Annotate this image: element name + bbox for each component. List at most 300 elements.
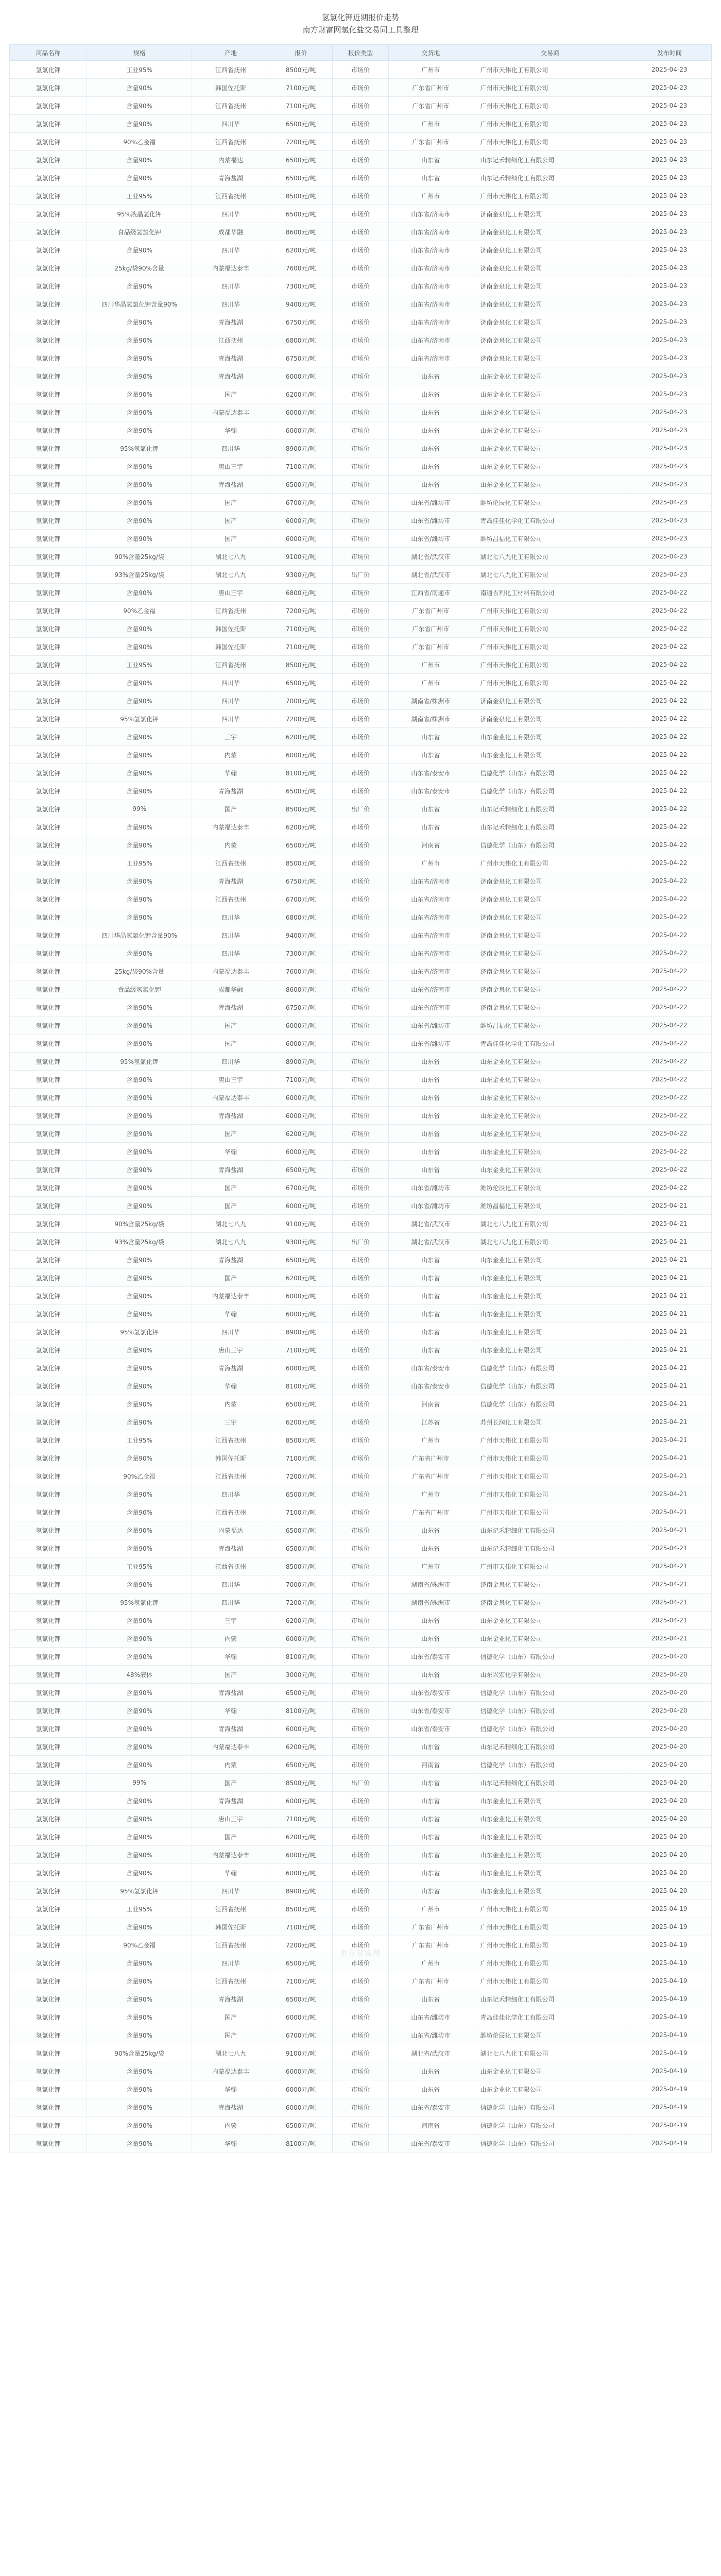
cell-spec: 90%乙金福 (87, 602, 192, 620)
cell-trader[interactable]: 山东金业化工有限公司 (473, 1828, 627, 1846)
cell-product: 氢氯化钾 (10, 1503, 87, 1521)
cell-trader[interactable]: 山东金业化工有限公司 (473, 1287, 627, 1305)
cell-delivery: 山东省/潍坊市 (388, 2026, 473, 2044)
cell-price: 6500元/吨 (269, 205, 333, 223)
cell-trader[interactable]: 山东金业化工有限公司 (473, 1269, 627, 1287)
cell-origin: 青海盐湖 (192, 2098, 269, 2116)
cell-trader[interactable]: 青岛佳佳化学化工有限公司 (473, 1035, 627, 1053)
cell-price-type: 市场价 (332, 1413, 388, 1431)
table-row (10, 331, 712, 349)
cell-price: 7000元/吨 (269, 1575, 333, 1594)
cell-date: 2025-04-22 (627, 1161, 712, 1179)
cell-price: 6800元/吨 (269, 908, 333, 926)
cell-price: 6500元/吨 (269, 476, 333, 494)
cell-trader[interactable]: 山东金业化工有限公司 (473, 1161, 627, 1179)
cell-spec: 工业95% (87, 1900, 192, 1918)
cell-trader[interactable]: 苏州长润化工有限公司 (473, 1413, 627, 1431)
cell-trader[interactable]: 山东记禾精细化工有限公司 (473, 800, 627, 818)
cell-trader[interactable]: 潍坊昌福化工有限公司 (473, 1197, 627, 1215)
cell-price: 6000元/吨 (269, 1143, 333, 1161)
cell-trader[interactable]: 南通吉利化工材料有限公司 (473, 584, 627, 602)
cell-trader[interactable]: 济南金泉化工有限公司 (473, 313, 627, 331)
cell-trader[interactable]: 广州市天伟化工有限公司 (473, 1972, 627, 1990)
cell-origin: 华翰 (192, 1305, 269, 1323)
cell-price: 7200元/吨 (269, 133, 333, 151)
cell-trader[interactable]: 山东记禾精细化工有限公司 (473, 151, 627, 169)
cell-product: 氢氯化钾 (10, 2044, 87, 2062)
cell-trader[interactable]: 山东金业化工有限公司 (473, 1251, 627, 1269)
cell-product: 氢氯化钾 (10, 1990, 87, 2008)
cell-date: 2025-04-23 (627, 403, 712, 421)
cell-trader[interactable]: 湖北七八九化工有限公司 (473, 1215, 627, 1233)
cell-trader[interactable]: 信德化学（山东）有限公司 (473, 1377, 627, 1395)
title-block (9, 11, 712, 36)
column-header: 产地 (192, 45, 269, 61)
cell-product: 氢氯化钾 (10, 800, 87, 818)
cell-spec: 含量90% (87, 2134, 192, 2153)
cell-delivery: 山东省/潍坊市 (388, 2008, 473, 2026)
cell-trader[interactable]: 潍坊伦辰化工有限公司 (473, 1179, 627, 1197)
cell-date: 2025-04-22 (627, 746, 712, 764)
cell-price: 6200元/吨 (269, 385, 333, 403)
cell-product: 氢氯化钾 (10, 656, 87, 674)
cell-trader[interactable]: 信德化学（山东）有限公司 (473, 1395, 627, 1413)
table-row (10, 1720, 712, 1738)
cell-product: 氢氯化钾 (10, 367, 87, 385)
cell-trader[interactable]: 山东金业化工有限公司 (473, 1107, 627, 1125)
cell-spec: 含量90% (87, 1575, 192, 1594)
cell-price-type: 市场价 (332, 403, 388, 421)
cell-price-type: 市场价 (332, 1738, 388, 1756)
cell-trader[interactable]: 湖北七八九化工有限公司 (473, 1233, 627, 1251)
cell-origin: 青海盐湖 (192, 313, 269, 331)
cell-trader[interactable]: 济南金泉化工有限公司 (473, 962, 627, 980)
cell-product: 氢氯化钾 (10, 1467, 87, 1485)
cell-spec: 含量90% (87, 2008, 192, 2026)
cell-trader[interactable]: 济南金泉化工有限公司 (473, 331, 627, 349)
cell-trader[interactable]: 信德化学（山东）有限公司 (473, 764, 627, 782)
cell-trader[interactable]: 山东金业化工有限公司 (473, 476, 627, 494)
cell-trader[interactable]: 广州市天伟化工有限公司 (473, 1485, 627, 1503)
cell-delivery: 山东省 (388, 1125, 473, 1143)
cell-trader[interactable]: 广州市天伟化工有限公司 (473, 115, 627, 133)
cell-product: 氢氯化钾 (10, 1269, 87, 1287)
cell-product: 氢氯化钾 (10, 349, 87, 367)
cell-date: 2025-04-19 (627, 2044, 712, 2062)
cell-product: 氢氯化钾 (10, 494, 87, 512)
cell-trader[interactable]: 济南金泉化工有限公司 (473, 223, 627, 241)
cell-date: 2025-04-21 (627, 1594, 712, 1612)
cell-trader[interactable]: 济南金泉化工有限公司 (473, 1594, 627, 1612)
cell-trader[interactable]: 山东金业化工有限公司 (473, 1143, 627, 1161)
cell-origin: 韩国佐托斯 (192, 638, 269, 656)
cell-trader[interactable]: 信德化学（山东）有限公司 (473, 2098, 627, 2116)
cell-product: 氢氯化钾 (10, 2008, 87, 2026)
cell-trader[interactable]: 广州市天伟化工有限公司 (473, 854, 627, 872)
cell-delivery: 山东省 (388, 1287, 473, 1305)
cell-price-type: 市场价 (332, 61, 388, 79)
cell-spec: 含量90% (87, 151, 192, 169)
cell-origin: 四川华 (192, 295, 269, 313)
cell-origin: 内蒙 (192, 1630, 269, 1648)
cell-trader[interactable]: 山东金业化工有限公司 (473, 1053, 627, 1071)
cell-price-type: 市场价 (332, 1954, 388, 1972)
table-row (10, 2098, 712, 2116)
cell-origin: 四川华 (192, 205, 269, 223)
table-row (10, 1702, 712, 1720)
cell-origin: 青海盐湖 (192, 476, 269, 494)
cell-trader[interactable]: 济南金泉化工有限公司 (473, 980, 627, 998)
cell-trader[interactable]: 广州市天伟化工有限公司 (473, 79, 627, 97)
cell-trader[interactable]: 湖北七八九化工有限公司 (473, 566, 627, 584)
cell-trader[interactable]: 广州市天伟化工有限公司 (473, 1936, 627, 1954)
cell-price-type: 市场价 (332, 277, 388, 295)
cell-trader[interactable]: 济南金泉化工有限公司 (473, 692, 627, 710)
cell-trader[interactable]: 济南金泉化工有限公司 (473, 241, 627, 259)
cell-spec: 含量90% (87, 385, 192, 403)
cell-trader[interactable]: 济南金泉化工有限公司 (473, 944, 627, 962)
cell-price-type: 市场价 (332, 1215, 388, 1233)
cell-price-type: 市场价 (332, 728, 388, 746)
cell-delivery: 山东省/泰安市 (388, 1359, 473, 1377)
cell-trader[interactable]: 山东金业化工有限公司 (473, 1630, 627, 1648)
cell-trader[interactable]: 广州市天伟化工有限公司 (473, 1503, 627, 1521)
cell-delivery: 山东省/济南市 (388, 926, 473, 944)
cell-trader[interactable]: 济南金泉化工有限公司 (473, 908, 627, 926)
cell-product: 氢氯化钾 (10, 872, 87, 890)
cell-spec: 含量90% (87, 367, 192, 385)
cell-product: 氢氯化钾 (10, 1720, 87, 1738)
cell-trader[interactable]: 山东金业化工有限公司 (473, 1846, 627, 1864)
cell-trader[interactable]: 信德化学（山东）有限公司 (473, 2134, 627, 2153)
cell-price: 8900元/吨 (269, 439, 333, 457)
cell-price-type: 市场价 (332, 998, 388, 1016)
cell-price: 6500元/吨 (269, 1684, 333, 1702)
cell-origin: 青海盐湖 (192, 349, 269, 367)
cell-origin: 江西省抚州 (192, 854, 269, 872)
cell-trader[interactable]: 山东金业化工有限公司 (473, 421, 627, 439)
cell-product: 氢氯化钾 (10, 1197, 87, 1215)
cell-price-type: 市场价 (332, 1305, 388, 1323)
cell-price-type: 市场价 (332, 1882, 388, 1900)
cell-price-type: 市场价 (332, 1972, 388, 1990)
cell-product: 氢氯化钾 (10, 151, 87, 169)
cell-spec: 含量90% (87, 1828, 192, 1846)
cell-price-type: 市场价 (332, 1900, 388, 1918)
cell-price-type: 市场价 (332, 457, 388, 476)
cell-spec: 含量90% (87, 2062, 192, 2080)
cell-trader[interactable]: 山东金业化工有限公司 (473, 2080, 627, 2098)
cell-price-type: 市场价 (332, 1269, 388, 1287)
cell-trader[interactable]: 山东金业化工有限公司 (473, 1341, 627, 1359)
cell-trader[interactable]: 信德化学（山东）有限公司 (473, 1720, 627, 1738)
table-row (10, 1900, 712, 1918)
cell-origin: 华翰 (192, 1702, 269, 1720)
cell-price: 8500元/吨 (269, 61, 333, 79)
cell-delivery: 山东省 (388, 1107, 473, 1125)
cell-trader[interactable]: 山东金业化工有限公司 (473, 728, 627, 746)
table-row (10, 1503, 712, 1521)
cell-delivery: 山东省/济南市 (388, 295, 473, 313)
cell-price: 6750元/吨 (269, 998, 333, 1016)
cell-trader[interactable]: 山东金业化工有限公司 (473, 1882, 627, 1900)
table-row (10, 385, 712, 403)
cell-trader[interactable]: 济南金泉化工有限公司 (473, 295, 627, 313)
cell-product: 氢氯化钾 (10, 1071, 87, 1089)
cell-origin: 青海盐湖 (192, 1720, 269, 1738)
cell-date: 2025-04-22 (627, 1071, 712, 1089)
cell-product: 氢氯化钾 (10, 1972, 87, 1990)
cell-trader[interactable]: 广州市天伟化工有限公司 (473, 1449, 627, 1467)
cell-price-type: 出厂价 (332, 1774, 388, 1792)
cell-trader[interactable]: 信德化学（山东）有限公司 (473, 836, 627, 854)
cell-trader[interactable]: 潍坊伦辰化工有限公司 (473, 494, 627, 512)
cell-origin: 华翰 (192, 764, 269, 782)
table-row (10, 1738, 712, 1756)
cell-trader[interactable]: 广州市天伟化工有限公司 (473, 61, 627, 79)
cell-trader[interactable]: 山东金业化工有限公司 (473, 1864, 627, 1882)
table-row (10, 638, 712, 656)
cell-trader[interactable]: 青岛佳佳化学化工有限公司 (473, 2008, 627, 2026)
cell-trader[interactable]: 广州市天伟化工有限公司 (473, 1431, 627, 1449)
cell-trader[interactable]: 济南金泉化工有限公司 (473, 998, 627, 1016)
cell-price: 6200元/吨 (269, 1828, 333, 1846)
cell-trader[interactable]: 济南金泉化工有限公司 (473, 710, 627, 728)
cell-trader[interactable]: 广州市天伟化工有限公司 (473, 674, 627, 692)
cell-date: 2025-04-21 (627, 1359, 712, 1377)
table-row (10, 944, 712, 962)
cell-trader[interactable]: 湖北七八九化工有限公司 (473, 548, 627, 566)
cell-spec: 含量90% (87, 1792, 192, 1810)
cell-trader[interactable]: 湖北七八九化工有限公司 (473, 2044, 627, 2062)
cell-trader[interactable]: 山东金业化工有限公司 (473, 1323, 627, 1341)
cell-trader[interactable]: 山东金业化工有限公司 (473, 1612, 627, 1630)
cell-price-type: 市场价 (332, 512, 388, 530)
cell-price: 7100元/吨 (269, 1341, 333, 1359)
cell-spec: 含量90% (87, 1738, 192, 1756)
cell-trader[interactable]: 山东记禾精细化工有限公司 (473, 1774, 627, 1792)
cell-trader[interactable]: 济南金泉化工有限公司 (473, 205, 627, 223)
cell-origin: 四川华 (192, 710, 269, 728)
cell-spec: 90%乙金福 (87, 133, 192, 151)
cell-date: 2025-04-22 (627, 620, 712, 638)
cell-trader[interactable]: 广州市天伟化工有限公司 (473, 638, 627, 656)
cell-delivery: 山东省/潍坊市 (388, 1016, 473, 1035)
cell-trader[interactable]: 山东金业化工有限公司 (473, 403, 627, 421)
cell-origin: 四川华 (192, 944, 269, 962)
cell-date: 2025-04-22 (627, 1016, 712, 1035)
cell-product: 氢氯化钾 (10, 1161, 87, 1179)
table-row (10, 1521, 712, 1539)
cell-price: 6700元/吨 (269, 2026, 333, 2044)
table-row (10, 1539, 712, 1557)
cell-origin: 内蒙 (192, 836, 269, 854)
cell-product: 氢氯化钾 (10, 890, 87, 908)
cell-date: 2025-04-22 (627, 818, 712, 836)
cell-trader[interactable]: 广州市天伟化工有限公司 (473, 1954, 627, 1972)
cell-origin: 江西省抚州 (192, 890, 269, 908)
cell-price: 8500元/吨 (269, 800, 333, 818)
cell-origin: 内蒙 (192, 2116, 269, 2134)
cell-origin: 内蒙 (192, 746, 269, 764)
cell-price: 6000元/吨 (269, 1846, 333, 1864)
cell-date: 2025-04-22 (627, 908, 712, 926)
cell-delivery: 山东省/潍坊市 (388, 494, 473, 512)
cell-price: 6000元/吨 (269, 1305, 333, 1323)
cell-product: 氢氯化钾 (10, 638, 87, 656)
cell-trader[interactable]: 山东金业化工有限公司 (473, 2062, 627, 2080)
cell-trader[interactable]: 广州市天伟化工有限公司 (473, 97, 627, 115)
cell-trader[interactable]: 潍坊昌福化工有限公司 (473, 530, 627, 548)
table-row (10, 1323, 712, 1341)
cell-date: 2025-04-21 (627, 1575, 712, 1594)
cell-date: 2025-04-19 (627, 1900, 712, 1918)
cell-origin: 湖北七八九 (192, 548, 269, 566)
cell-price-type: 市场价 (332, 1107, 388, 1125)
cell-price: 7300元/吨 (269, 277, 333, 295)
cell-price: 7100元/吨 (269, 79, 333, 97)
cell-price: 6000元/吨 (269, 1630, 333, 1648)
cell-origin: 三宇 (192, 1612, 269, 1630)
cell-trader[interactable]: 广州市天伟化工有限公司 (473, 656, 627, 674)
cell-trader[interactable]: 青岛佳佳化学化工有限公司 (473, 512, 627, 530)
table-row (10, 223, 712, 241)
cell-trader[interactable]: 山东金业化工有限公司 (473, 1305, 627, 1323)
cell-trader[interactable]: 山东兴宏化学有限公司 (473, 1666, 627, 1684)
cell-date: 2025-04-19 (627, 1954, 712, 1972)
cell-delivery: 山东省/泰安市 (388, 1684, 473, 1702)
cell-price-type: 市场价 (332, 1089, 388, 1107)
cell-date: 2025-04-22 (627, 692, 712, 710)
cell-trader[interactable]: 山东金业化工有限公司 (473, 367, 627, 385)
cell-date: 2025-04-20 (627, 1846, 712, 1864)
cell-product: 氢氯化钾 (10, 710, 87, 728)
cell-product: 氢氯化钾 (10, 476, 87, 494)
cell-trader[interactable]: 信德化学（山东）有限公司 (473, 782, 627, 800)
cell-trader[interactable]: 山东金业化工有限公司 (473, 439, 627, 457)
table-row (10, 1828, 712, 1846)
cell-price: 8500元/吨 (269, 656, 333, 674)
cell-trader[interactable]: 山东金业化工有限公司 (473, 1810, 627, 1828)
cell-price: 8100元/吨 (269, 764, 333, 782)
cell-trader[interactable]: 山东金业化工有限公司 (473, 1071, 627, 1089)
cell-delivery: 湖北省/武汉市 (388, 566, 473, 584)
cell-date: 2025-04-21 (627, 1630, 712, 1648)
cell-product: 氢氯化钾 (10, 1323, 87, 1341)
cell-trader[interactable]: 广州市天伟化工有限公司 (473, 620, 627, 638)
cell-trader[interactable]: 济南金泉化工有限公司 (473, 890, 627, 908)
cell-trader[interactable]: 广州市天伟化工有限公司 (473, 1900, 627, 1918)
cell-trader[interactable]: 济南金泉化工有限公司 (473, 277, 627, 295)
cell-delivery: 河南省 (388, 836, 473, 854)
cell-delivery: 山东省 (388, 476, 473, 494)
cell-trader[interactable]: 山东金业化工有限公司 (473, 457, 627, 476)
cell-date: 2025-04-23 (627, 259, 712, 277)
cell-origin: 青海盐湖 (192, 1107, 269, 1125)
cell-trader[interactable]: 山东金业化工有限公司 (473, 1125, 627, 1143)
cell-trader[interactable]: 广州市天伟化工有限公司 (473, 1918, 627, 1936)
cell-trader[interactable]: 济南金泉化工有限公司 (473, 259, 627, 277)
cell-trader[interactable]: 山东金业化工有限公司 (473, 385, 627, 403)
cell-product: 氢氯化钾 (10, 548, 87, 566)
cell-trader[interactable]: 济南金泉化工有限公司 (473, 349, 627, 367)
cell-spec: 工业95% (87, 1557, 192, 1575)
cell-trader[interactable]: 山东记禾精细化工有限公司 (473, 818, 627, 836)
cell-origin: 内蒙福达泰丰 (192, 1738, 269, 1756)
cell-trader[interactable]: 广州市天伟化工有限公司 (473, 133, 627, 151)
table-row (10, 926, 712, 944)
cell-trader[interactable]: 广州市天伟化工有限公司 (473, 1557, 627, 1575)
cell-spec: 含量90% (87, 746, 192, 764)
cell-trader[interactable]: 山东金业化工有限公司 (473, 1792, 627, 1810)
table-row (10, 1269, 712, 1287)
table-row (10, 1215, 712, 1233)
cell-origin: 四川华 (192, 1882, 269, 1900)
cell-delivery: 广东省广州市 (388, 1972, 473, 1990)
cell-trader[interactable]: 信德化学（山东）有限公司 (473, 1702, 627, 1720)
table-row (10, 1305, 712, 1323)
cell-product: 氢氯化钾 (10, 403, 87, 421)
table-row (10, 1053, 712, 1071)
cell-trader[interactable]: 山东记禾精细化工有限公司 (473, 1521, 627, 1539)
cell-trader[interactable]: 信德化学（山东）有限公司 (473, 1648, 627, 1666)
cell-trader[interactable]: 山东金业化工有限公司 (473, 746, 627, 764)
cell-trader[interactable]: 广州市天伟化工有限公司 (473, 187, 627, 205)
cell-date: 2025-04-20 (627, 1864, 712, 1882)
cell-price: 7200元/吨 (269, 710, 333, 728)
table-row (10, 1197, 712, 1215)
cell-price: 6500元/吨 (269, 1954, 333, 1972)
cell-origin: 青海盐湖 (192, 1684, 269, 1702)
cell-trader[interactable]: 信德化学（山东）有限公司 (473, 1756, 627, 1774)
cell-trader[interactable]: 山东金业化工有限公司 (473, 1089, 627, 1107)
cell-price-type: 市场价 (332, 638, 388, 656)
cell-product: 氢氯化钾 (10, 1377, 87, 1395)
cell-trader[interactable]: 山东记禾精细化工有限公司 (473, 1990, 627, 2008)
cell-trader[interactable]: 山东记禾精细化工有限公司 (473, 1539, 627, 1557)
cell-origin: 国产 (192, 1197, 269, 1215)
cell-trader[interactable]: 潍坊伦辰化工有限公司 (473, 2026, 627, 2044)
cell-trader[interactable]: 信德化学（山东）有限公司 (473, 1359, 627, 1377)
cell-trader[interactable]: 济南金泉化工有限公司 (473, 872, 627, 890)
cell-price-type: 市场价 (332, 1359, 388, 1377)
cell-trader[interactable]: 信德化学（山东）有限公司 (473, 1684, 627, 1702)
cell-spec: 含量90% (87, 1287, 192, 1305)
cell-trader[interactable]: 济南金泉化工有限公司 (473, 926, 627, 944)
cell-price: 9400元/吨 (269, 926, 333, 944)
cell-origin: 内蒙福达泰丰 (192, 1287, 269, 1305)
cell-spec: 95%氢氯化钾 (87, 1053, 192, 1071)
cell-price: 8600元/吨 (269, 223, 333, 241)
cell-origin: 成都华融 (192, 980, 269, 998)
cell-price-type: 市场价 (332, 1341, 388, 1359)
cell-origin: 青海盐湖 (192, 1792, 269, 1810)
cell-trader[interactable]: 广州市天伟化工有限公司 (473, 1467, 627, 1485)
cell-delivery: 山东省/泰安市 (388, 1720, 473, 1738)
cell-delivery: 山东省/济南市 (388, 944, 473, 962)
cell-delivery: 广州市 (388, 1431, 473, 1449)
cell-trader[interactable]: 潍坊昌福化工有限公司 (473, 1016, 627, 1035)
cell-price-type: 市场价 (332, 1449, 388, 1467)
cell-trader[interactable]: 广州市天伟化工有限公司 (473, 602, 627, 620)
cell-trader[interactable]: 济南金泉化工有限公司 (473, 1575, 627, 1594)
cell-trader[interactable]: 山东记禾精细化工有限公司 (473, 1738, 627, 1756)
cell-trader[interactable]: 山东记禾精细化工有限公司 (473, 169, 627, 187)
cell-spec: 含量90% (87, 241, 192, 259)
cell-price-type: 市场价 (332, 818, 388, 836)
cell-trader[interactable]: 信德化学（山东）有限公司 (473, 2116, 627, 2134)
cell-delivery: 湖北省/武汉市 (388, 548, 473, 566)
